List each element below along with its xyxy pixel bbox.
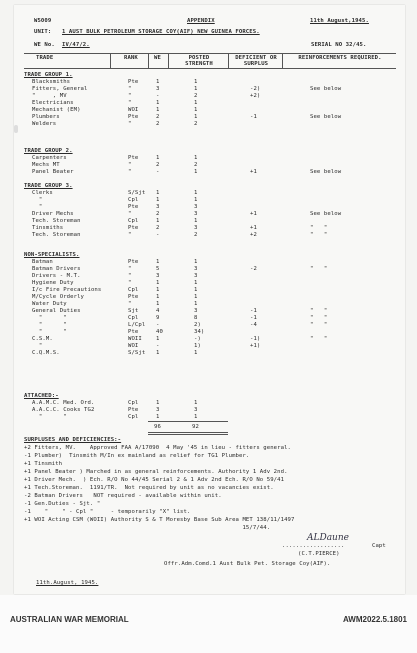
rank-cell: " bbox=[128, 280, 132, 286]
we-cell: 4 bbox=[156, 308, 160, 314]
rank-cell: Cpl bbox=[128, 197, 139, 203]
we-cell: 1 bbox=[156, 259, 160, 265]
deficient-cell: +2) bbox=[250, 93, 261, 99]
trade-cell: Batman bbox=[32, 259, 53, 265]
col-header-we: WE bbox=[154, 55, 161, 61]
table-row bbox=[14, 218, 405, 225]
col-header-trade: TRADE bbox=[36, 55, 54, 61]
rank-cell: Cpl bbox=[128, 315, 139, 321]
posted-cell: 1) bbox=[194, 343, 201, 349]
posted-cell: 1 bbox=[194, 294, 198, 300]
we-cell: 1 bbox=[156, 190, 160, 196]
posted-cell: 1 bbox=[194, 100, 198, 106]
footer-date: 11th.August, 1945. bbox=[36, 580, 99, 586]
col-divider bbox=[168, 53, 169, 68]
we-cell: - bbox=[156, 322, 160, 328]
posted-cell: 3 bbox=[194, 204, 198, 210]
posted-cell: -) bbox=[194, 336, 201, 342]
rank-cell: S/Sjt bbox=[128, 190, 146, 196]
table-row bbox=[14, 197, 405, 204]
rank-cell: Pte bbox=[128, 329, 139, 335]
rank-cell: " bbox=[128, 232, 132, 238]
we-cell: 5 bbox=[156, 266, 160, 272]
rank-cell: Sjt bbox=[128, 308, 139, 314]
we-cell: 2 bbox=[156, 225, 160, 231]
table-row bbox=[14, 315, 405, 322]
trade-cell: Mechanist (EM) bbox=[32, 107, 81, 113]
rank-cell: Cpl bbox=[128, 400, 139, 406]
table-row bbox=[14, 190, 405, 197]
posted-cell: 1 bbox=[194, 218, 198, 224]
posted-cell: 3 bbox=[194, 273, 198, 279]
reinforcements-cell: " " bbox=[310, 308, 328, 314]
table-row bbox=[14, 308, 405, 315]
table-row bbox=[14, 107, 405, 114]
trade-cell: C.Q.M.S. bbox=[32, 350, 60, 356]
surplus-line: -1 Gen.Duties - Sjt. " bbox=[24, 501, 101, 507]
reinforcements-cell: " " bbox=[310, 322, 328, 328]
we-cell: 1 bbox=[156, 301, 160, 307]
posted-cell: 1 bbox=[194, 350, 198, 356]
table-row bbox=[14, 121, 405, 128]
rank-cell: WOII bbox=[128, 336, 142, 342]
footer-institution: AUSTRALIAN WAR MEMORIAL bbox=[10, 615, 129, 624]
document-page bbox=[14, 5, 405, 594]
signature-name: (C.T.PIERCE) bbox=[298, 551, 340, 557]
group-title: TRADE GROUP 1. bbox=[24, 72, 73, 78]
reinforcements-cell: See below bbox=[310, 114, 342, 120]
we-cell: 3 bbox=[156, 407, 160, 413]
group-title: ATTACHED:- bbox=[24, 393, 59, 399]
rank-cell: S/Sjt bbox=[128, 350, 146, 356]
surplus-line: 15/7/44. bbox=[24, 525, 271, 531]
rank-cell: " bbox=[128, 86, 132, 92]
rank-cell: " bbox=[128, 211, 132, 217]
table-top-rule bbox=[24, 53, 396, 54]
rank-cell: Pte bbox=[128, 407, 139, 413]
we-cell: 1 bbox=[156, 155, 160, 161]
surplus-line: -2 Batman Drivers NOT required - available within unit. bbox=[24, 493, 222, 499]
signature-capt: Capt bbox=[372, 543, 386, 549]
reinforcements-cell: " " bbox=[310, 315, 328, 321]
table-row bbox=[14, 322, 405, 329]
trade-cell: C.S.M. bbox=[32, 336, 53, 342]
deficient-cell: -4 bbox=[250, 322, 257, 328]
rank-cell: " bbox=[128, 301, 132, 307]
surpluses-title: SURPLUSES AND DEFICIENCIES:- bbox=[24, 437, 122, 443]
we-cell: 1 bbox=[156, 350, 160, 356]
posted-cell: 1 bbox=[194, 280, 198, 286]
posted-cell: 1 bbox=[194, 414, 198, 420]
trade-cell: Electricians bbox=[32, 100, 74, 106]
col-divider bbox=[228, 53, 229, 68]
total-posted: 92 bbox=[192, 424, 199, 430]
posted-cell: 3 bbox=[194, 308, 198, 314]
deficient-cell: -1 bbox=[250, 315, 257, 321]
rank-cell: " bbox=[128, 93, 132, 99]
archive-footer bbox=[0, 595, 417, 653]
table-row bbox=[14, 301, 405, 308]
rank-cell: Pte bbox=[128, 114, 139, 120]
posted-cell: 2 bbox=[194, 232, 198, 238]
we-cell: - bbox=[156, 93, 160, 99]
col-header-rank: RANK bbox=[124, 55, 138, 61]
trade-cell: Welders bbox=[32, 121, 57, 127]
trade-cell: General Duties bbox=[32, 308, 81, 314]
trade-cell: Driver Mechs bbox=[32, 211, 74, 217]
col-divider bbox=[148, 53, 149, 68]
table-row bbox=[14, 225, 405, 232]
group-title: NON-SPECIALISTS. bbox=[24, 252, 80, 258]
trade-cell: " " bbox=[32, 322, 67, 328]
table-row bbox=[14, 114, 405, 121]
posted-cell: 2 bbox=[194, 93, 198, 99]
rank-cell: " bbox=[128, 100, 132, 106]
surplus-line: +1 Tech.Storeman. 1191/TR. Not required by unit as no vacancies exist. bbox=[24, 485, 274, 491]
col-divider bbox=[282, 53, 283, 68]
table-row bbox=[14, 79, 405, 86]
rank-cell: " bbox=[128, 169, 132, 175]
deficient-cell: -1 bbox=[250, 308, 257, 314]
trade-cell: " bbox=[32, 197, 43, 203]
reinforcements-cell: " " bbox=[310, 232, 328, 238]
trade-cell: Plumbers bbox=[32, 114, 60, 120]
surplus-line: +2 Fitters, MV. Approved FAA A/17090 4 May '45 in lieu - fitters general. bbox=[24, 445, 292, 451]
trade-cell: " bbox=[32, 204, 43, 210]
trade-cell: " " bbox=[32, 329, 67, 335]
we-cell: 1 bbox=[156, 79, 160, 85]
table-row bbox=[14, 86, 405, 93]
surplus-line: +1 Tinsmith bbox=[24, 461, 63, 467]
posted-cell: 2) bbox=[194, 322, 201, 328]
table-row bbox=[14, 273, 405, 280]
trade-cell: Blacksmiths bbox=[32, 79, 71, 85]
trade-cell: " bbox=[32, 343, 43, 349]
we-cell: - bbox=[156, 232, 160, 238]
totals-rule bbox=[148, 421, 228, 422]
we-cell: 1 bbox=[156, 294, 160, 300]
rank-cell: Cpl bbox=[128, 414, 139, 420]
trade-cell: Tinsmiths bbox=[32, 225, 64, 231]
surplus-line: -1 " " - Cpl " - temporarily "X" list. bbox=[24, 509, 191, 515]
table-row bbox=[14, 343, 405, 350]
trade-cell: Panel Beater bbox=[32, 169, 74, 175]
we-cell: 40 bbox=[156, 329, 163, 335]
trade-cell: Fitters, General bbox=[32, 86, 88, 92]
deficient-cell: +2 bbox=[250, 232, 257, 238]
we-cell: 2 bbox=[156, 211, 160, 217]
we-cell: 1 bbox=[156, 197, 160, 203]
table-row bbox=[14, 266, 405, 273]
we-cell: 1 bbox=[156, 336, 160, 342]
posted-cell: 2 bbox=[194, 121, 198, 127]
table-row bbox=[14, 336, 405, 343]
deficient-cell: +1) bbox=[250, 343, 261, 349]
rank-cell: " bbox=[128, 162, 132, 168]
table-row bbox=[14, 169, 405, 176]
deficient-cell: +1 bbox=[250, 169, 257, 175]
trade-cell: Mechs MT bbox=[32, 162, 60, 168]
table-row bbox=[14, 329, 405, 336]
trade-cell: Clerks bbox=[32, 190, 53, 196]
posted-cell: 1 bbox=[194, 79, 198, 85]
rank-cell: Cpl bbox=[128, 287, 139, 293]
serial-number: SERIAL NO 32/45. bbox=[311, 42, 367, 48]
table-row bbox=[14, 414, 405, 421]
totals-double-rule bbox=[148, 432, 228, 433]
posted-cell: 1 bbox=[194, 197, 198, 203]
table-row bbox=[14, 93, 405, 100]
signature-role: Offr.Adm.Comd.1 Aust Bulk Pet. Storage Coy(AIF). bbox=[164, 561, 331, 567]
posted-cell: 1 bbox=[194, 114, 198, 120]
posted-cell: 1 bbox=[194, 155, 198, 161]
posted-cell: 1 bbox=[194, 400, 198, 406]
trade-cell: I/c Fire Precautions bbox=[32, 287, 102, 293]
posted-cell: 8 bbox=[194, 315, 198, 321]
trade-cell: Water Duty bbox=[32, 301, 67, 307]
posted-cell: 3 bbox=[194, 407, 198, 413]
posted-cell: 1 bbox=[194, 86, 198, 92]
trade-cell: " " bbox=[32, 414, 67, 420]
table-row bbox=[14, 287, 405, 294]
we-cell: 3 bbox=[156, 204, 160, 210]
trade-cell: " , MV bbox=[32, 93, 67, 99]
document-title: APPENDIX bbox=[187, 18, 215, 24]
col-divider bbox=[110, 53, 111, 68]
table-row bbox=[14, 204, 405, 211]
reinforcements-cell: " " bbox=[310, 336, 328, 342]
surplus-line: +1 Driver Mech. ) Ech. R/O No 44/45 Serial 2 & 1 Adv 2nd Ech. R/O No 59/41 bbox=[24, 477, 285, 483]
table-row bbox=[14, 350, 405, 357]
posted-cell: 34) bbox=[194, 329, 205, 335]
rank-cell: " bbox=[128, 121, 132, 127]
posted-cell: 2 bbox=[194, 162, 198, 168]
we-cell: 2 bbox=[156, 162, 160, 168]
table-row bbox=[14, 162, 405, 169]
group-title: TRADE GROUP 3. bbox=[24, 183, 73, 189]
total-we: 96 bbox=[154, 424, 161, 430]
we-reference: IV/47/2. bbox=[62, 42, 90, 48]
rank-cell: Pte bbox=[128, 155, 139, 161]
unit-label: UNIT: bbox=[34, 29, 52, 35]
trade-cell: Hygiene Duty bbox=[32, 280, 74, 286]
deficient-cell: -1 bbox=[250, 114, 257, 120]
group-title: TRADE GROUP 2. bbox=[24, 148, 73, 154]
we-cell: 1 bbox=[156, 400, 160, 406]
rank-cell: " bbox=[128, 266, 132, 272]
trade-cell: Carpenters bbox=[32, 155, 67, 161]
posted-cell: 3 bbox=[194, 225, 198, 231]
posted-cell: 3 bbox=[194, 266, 198, 272]
deficient-cell: -1) bbox=[250, 336, 261, 342]
we-cell: - bbox=[156, 169, 160, 175]
rank-cell: Pte bbox=[128, 79, 139, 85]
trade-cell: Drivers - M.T. bbox=[32, 273, 81, 279]
deficient-cell: -2 bbox=[250, 266, 257, 272]
table-row bbox=[14, 407, 405, 414]
unit-name: 1 AUST BULK PETROLEUM STORAGE COY(AIF) NEW GUINEA FORCES. bbox=[62, 29, 260, 35]
deficient-cell: -2) bbox=[250, 86, 261, 92]
posted-cell: 1 bbox=[194, 190, 198, 196]
table-header-rule bbox=[24, 68, 396, 69]
trade-cell: A.A.C.C. Cooks TG2 bbox=[32, 407, 95, 413]
we-cell: 3 bbox=[156, 86, 160, 92]
posted-cell: 1 bbox=[194, 301, 198, 307]
posted-cell: 1 bbox=[194, 287, 198, 293]
we-cell: 9 bbox=[156, 315, 160, 321]
table-row bbox=[14, 155, 405, 162]
rank-cell: Cpl bbox=[128, 218, 139, 224]
posted-cell: 1 bbox=[194, 169, 198, 175]
rank-cell: L/Cpl bbox=[128, 322, 146, 328]
we-cell: 1 bbox=[156, 414, 160, 420]
trade-cell: M/Cycle Orderly bbox=[32, 294, 85, 300]
trade-cell: A.A.M.C. Med. Ord. bbox=[32, 400, 95, 406]
deficient-cell: +1 bbox=[250, 225, 257, 231]
rank-cell: Pte bbox=[128, 259, 139, 265]
we-cell: 1 bbox=[156, 107, 160, 113]
totals-double-rule bbox=[148, 434, 228, 435]
table-row bbox=[14, 211, 405, 218]
trade-cell: Tech. Storeman bbox=[32, 232, 81, 238]
document-date: 11th August,1945. bbox=[310, 18, 369, 24]
posted-cell: 1 bbox=[194, 107, 198, 113]
we-cell: - bbox=[156, 343, 160, 349]
footer-accession: AWM2022.5.1801 bbox=[342, 615, 407, 624]
rank-cell: Pte bbox=[128, 294, 139, 300]
col-header-reinforcements: REINFORCEMENTS REQUIRED. bbox=[298, 55, 382, 61]
table-row bbox=[14, 100, 405, 107]
reinforcements-cell: See below bbox=[310, 211, 342, 217]
rank-cell: WOI bbox=[128, 107, 139, 113]
surplus-line: +1 Panel Beater ) Marched in as general reinforcements. Authority 1 Adv 2nd. bbox=[24, 469, 288, 475]
reinforcements-cell: See below bbox=[310, 86, 342, 92]
handwritten-signature: ALDaune bbox=[307, 533, 349, 543]
table-row bbox=[14, 400, 405, 407]
deficient-cell: +1 bbox=[250, 211, 257, 217]
posted-cell: 3 bbox=[194, 211, 198, 217]
we-cell: 1 bbox=[156, 280, 160, 286]
col-header-posted: POSTED STRENGTH bbox=[185, 55, 213, 67]
rank-cell: Pte bbox=[128, 204, 139, 210]
we-cell: 3 bbox=[156, 273, 160, 279]
we-cell: 1 bbox=[156, 287, 160, 293]
table-row bbox=[14, 294, 405, 301]
trade-cell: " " bbox=[32, 315, 67, 321]
rank-cell: Pte bbox=[128, 225, 139, 231]
surplus-line: +1 WOI Acting CSM (WOII) Authority S & T Moresby Base Sub Area MET 138/11/1497 bbox=[24, 517, 295, 523]
table-row bbox=[14, 280, 405, 287]
rank-cell: " bbox=[128, 273, 132, 279]
reinforcements-cell: " " bbox=[310, 225, 328, 231]
document-code: W5009 bbox=[34, 18, 52, 24]
trade-cell: Tech. Storeman bbox=[32, 218, 81, 224]
reinforcements-cell: " " bbox=[310, 266, 328, 272]
we-cell: 1 bbox=[156, 100, 160, 106]
rank-cell: WOI bbox=[128, 343, 139, 349]
we-cell: 1 bbox=[156, 218, 160, 224]
trade-cell: Batman Drivers bbox=[32, 266, 81, 272]
col-header-deficient: DEFICIENT OR SURPLUS bbox=[235, 55, 277, 67]
posted-cell: 1 bbox=[194, 259, 198, 265]
table-row bbox=[14, 232, 405, 239]
we-cell: 2 bbox=[156, 121, 160, 127]
reinforcements-cell: See below bbox=[310, 169, 342, 175]
we-cell: 2 bbox=[156, 114, 160, 120]
surplus-line: -1 Plumber) Tinsmith M/In ex mainland as relief for TG1 Plumber. bbox=[24, 453, 250, 459]
table-row bbox=[14, 259, 405, 266]
we-label: WE No. bbox=[34, 42, 55, 48]
signature-dots: .................. bbox=[282, 543, 345, 549]
